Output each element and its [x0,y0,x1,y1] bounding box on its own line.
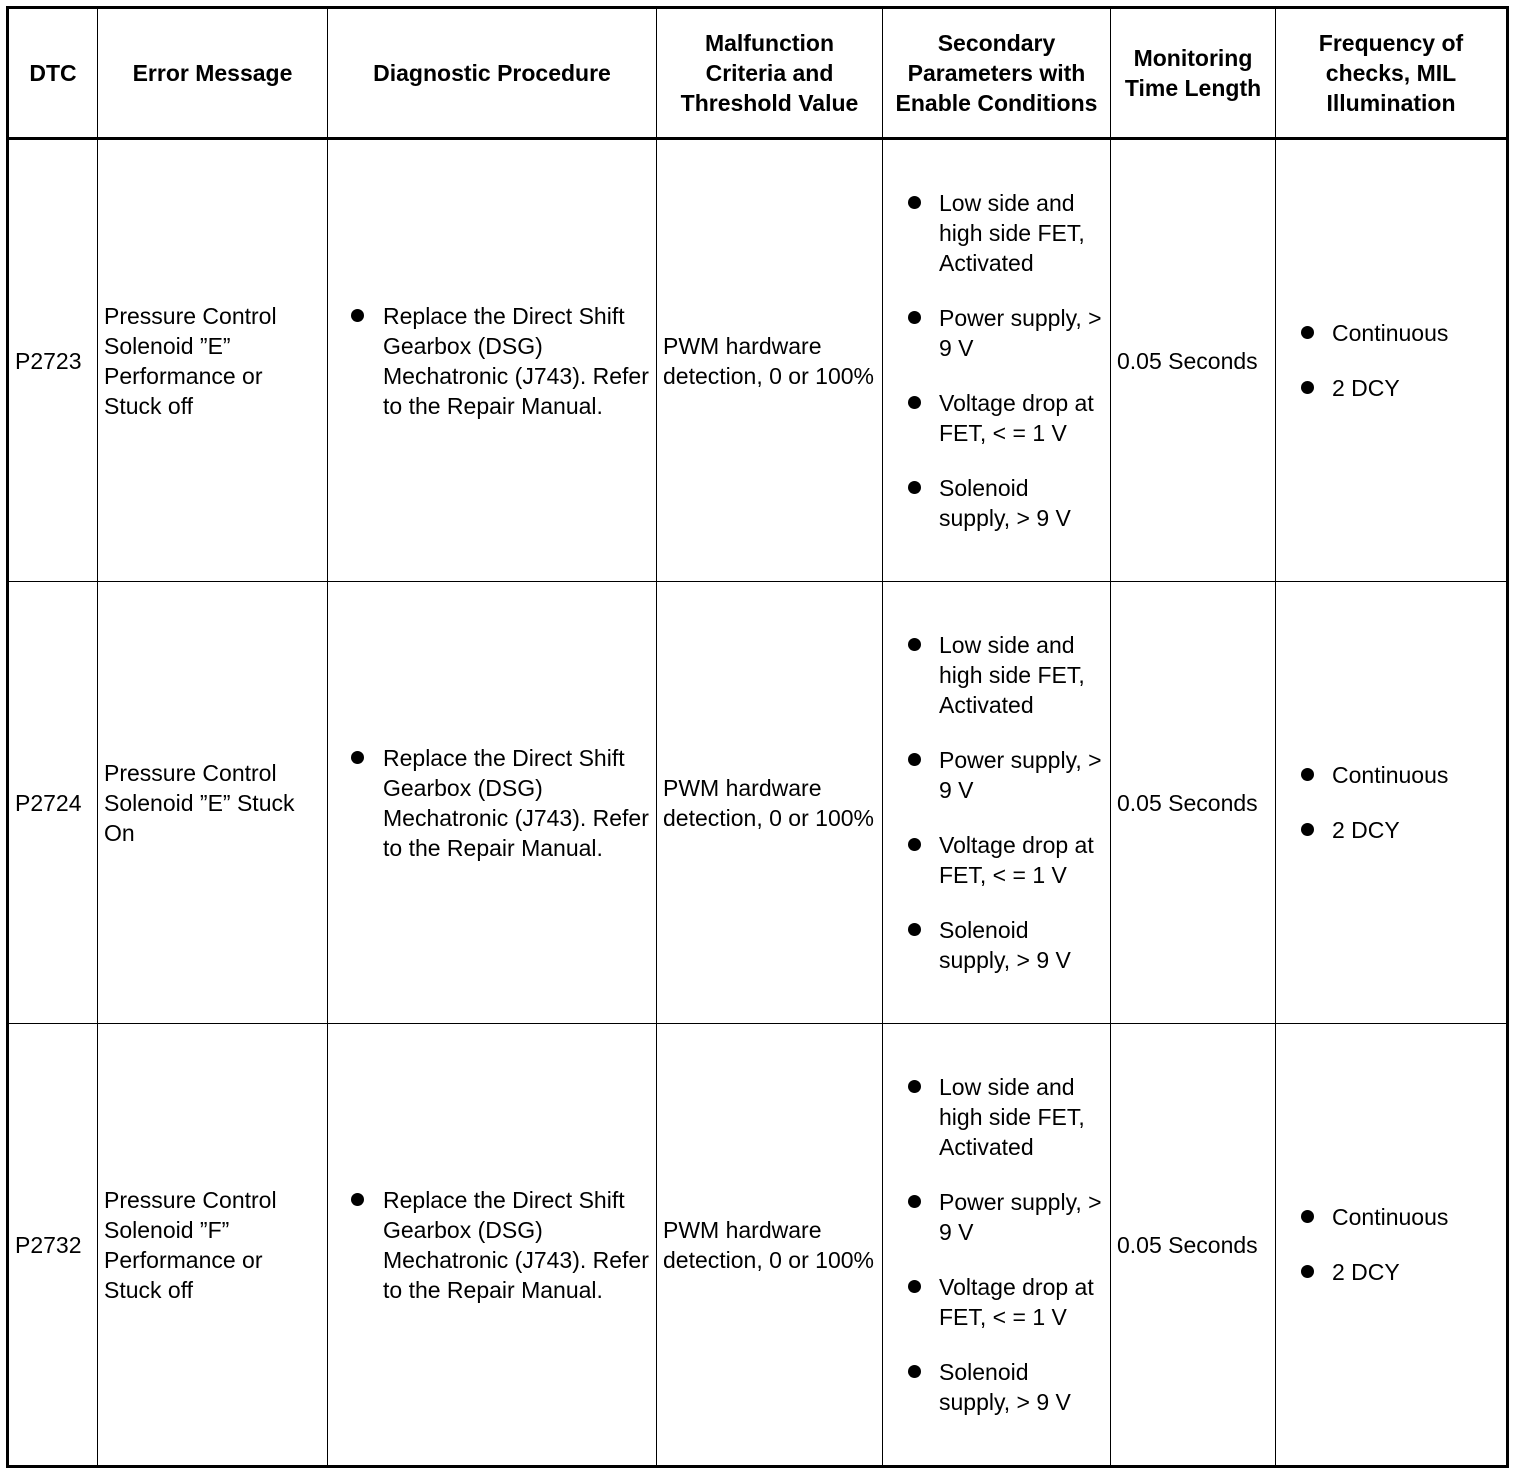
list-item [889,1357,1104,1417]
secondary-parameter: Voltage drop at FET, < = 1 V [939,1274,1094,1330]
list-item [889,188,1104,278]
error-message: Pressure Control Solenoid ”F” Performance or Stuck off [98,1024,328,1467]
malfunction-criteria: PWM hardware detection, 0 or 100% [657,582,883,1024]
bullet-icon [908,396,921,409]
frequency-item: 2 DCY [1332,1259,1400,1285]
list-item [889,745,1104,805]
secondary-parameter: Power supply, > 9 V [939,1189,1102,1245]
monitoring-time: 0.05 Seconds [1111,582,1276,1024]
procedure-text: Replace the Direct Shift Gearbox (DSG) Mechatronic (J743). Refer to the Repair Manual. [383,302,649,419]
list-item [1282,760,1500,790]
list-item [889,1187,1104,1247]
secondary-parameter: Low side and high side FET, Activated [939,190,1085,276]
diagnostic-procedure [328,1024,657,1467]
procedure-text: Replace the Direct Shift Gearbox (DSG) Mechatronic (J743). Refer to the Repair Manual. [383,1186,649,1303]
bullet-icon [1301,1265,1314,1278]
header-error-message: Error Message [98,8,328,139]
bullet-icon [908,838,921,851]
header-dtc: DTC [8,8,98,139]
bullet-icon [908,1365,921,1378]
secondary-parameter: Solenoid supply, > 9 V [939,475,1071,531]
bullet-icon [908,638,921,651]
bullet-icon [1301,326,1314,339]
header-diagnostic-procedure: Diagnostic Procedure [328,8,657,139]
frequency-item: Continuous [1332,762,1449,788]
dtc-code: P2723 [8,139,98,582]
malfunction-criteria: PWM hardware detection, 0 or 100% [657,1024,883,1467]
bullet-icon [351,309,364,322]
list-item [889,388,1104,448]
frequency [1276,582,1508,1024]
secondary-parameter: Voltage drop at FET, < = 1 V [939,390,1094,446]
bullet-icon [1301,381,1314,394]
table-row [8,1024,1508,1467]
dtc-code: P2732 [8,1024,98,1467]
error-message: Pressure Control Solenoid ”E” Performance or Stuck off [98,139,328,582]
header-secondary-parameters: Secondary Parameters with Enable Conditions [883,8,1111,139]
list-item [1282,815,1500,845]
secondary-parameter: Power supply, > 9 V [939,747,1102,803]
bullet-icon [351,751,364,764]
error-message: Pressure Control Solenoid ”E” Stuck On [98,582,328,1024]
frequency-item: Continuous [1332,1204,1449,1230]
malfunction-criteria: PWM hardware detection, 0 or 100% [657,139,883,582]
secondary-parameter: Voltage drop at FET, < = 1 V [939,832,1094,888]
list-item [889,630,1104,720]
list-item [334,743,650,863]
list-item [889,830,1104,890]
bullet-icon [908,1280,921,1293]
bullet-icon [908,1195,921,1208]
secondary-parameter: Power supply, > 9 V [939,305,1102,361]
secondary-parameter: Low side and high side FET, Activated [939,1074,1085,1160]
procedure-text: Replace the Direct Shift Gearbox (DSG) Mechatronic (J743). Refer to the Repair Manual. [383,744,649,861]
secondary-parameter: Solenoid supply, > 9 V [939,1359,1071,1415]
bullet-icon [908,196,921,209]
bullet-icon [908,1080,921,1093]
list-item [889,473,1104,533]
table-row [8,139,1508,582]
bullet-icon [908,753,921,766]
frequency [1276,139,1508,582]
bullet-icon [908,923,921,936]
list-item [889,1072,1104,1162]
dtc-table [6,6,1509,1468]
list-item [1282,373,1500,403]
frequency-item: 2 DCY [1332,375,1400,401]
monitoring-time: 0.05 Seconds [1111,1024,1276,1467]
diagnostic-procedure [328,139,657,582]
list-item [1282,1257,1500,1287]
list-item [889,1272,1104,1332]
header-monitoring-time: Monitoring Time Length [1111,8,1276,139]
frequency-item: 2 DCY [1332,817,1400,843]
header-frequency: Frequency of checks, MIL Illumination [1276,8,1508,139]
list-item [334,1185,650,1305]
bullet-icon [1301,768,1314,781]
bullet-icon [351,1193,364,1206]
list-item [1282,1202,1500,1232]
frequency-item: Continuous [1332,320,1449,346]
secondary-parameter: Solenoid supply, > 9 V [939,917,1071,973]
monitoring-time: 0.05 Seconds [1111,139,1276,582]
list-item [1282,318,1500,348]
frequency [1276,1024,1508,1467]
header-row [8,8,1508,139]
secondary-parameters [883,1024,1111,1467]
table-row [8,582,1508,1024]
list-item [334,301,650,421]
header-malfunction-criteria: Malfunction Criteria and Threshold Value [657,8,883,139]
secondary-parameters [883,139,1111,582]
secondary-parameter: Low side and high side FET, Activated [939,632,1085,718]
bullet-icon [1301,823,1314,836]
secondary-parameters [883,582,1111,1024]
list-item [889,303,1104,363]
diagnostic-procedure [328,582,657,1024]
bullet-icon [908,481,921,494]
dtc-code: P2724 [8,582,98,1024]
list-item [889,915,1104,975]
bullet-icon [1301,1210,1314,1223]
bullet-icon [908,311,921,324]
